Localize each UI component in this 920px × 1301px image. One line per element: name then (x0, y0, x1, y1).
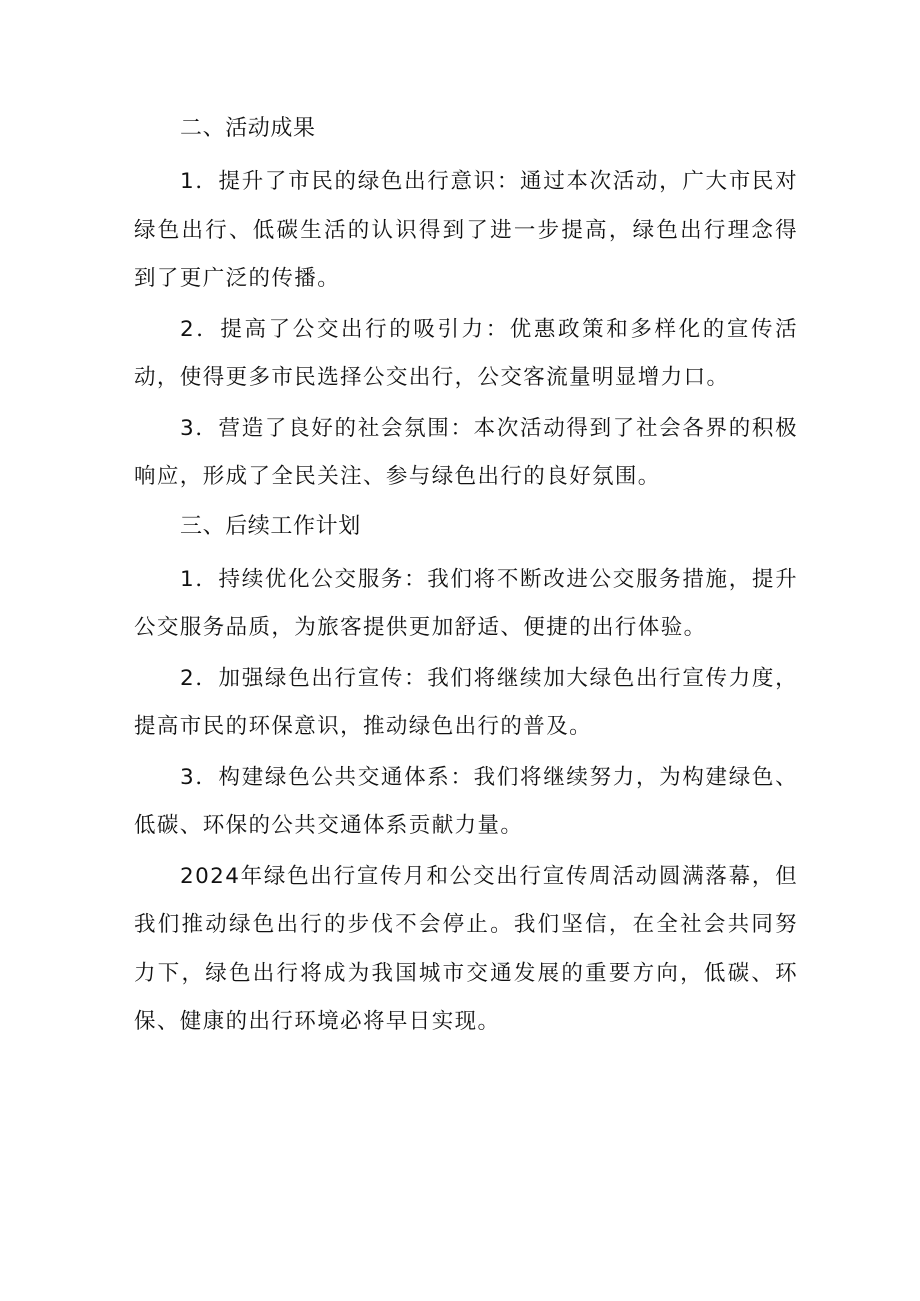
results-item-1: 1．提升了市民的绿色出行意识：通过本次活动，广大市民对绿色出行、低碳生活的认识得到了进一步提高，绿色出行理念得到了更广泛的传播。 (134, 169, 798, 291)
results-item-3: 3．营造了良好的社会氛围：本次活动得到了社会各界的积极响应，形成了全民关注、参与绿色出行的良好氛围。 (134, 415, 798, 489)
plan-item-3: 3．构建绿色公共交通体系：我们将继续努力，为构建绿色、低碳、环保的公共交通体系贡献力量。 (134, 764, 798, 838)
section-heading-results: 二、活动成果 (180, 116, 316, 141)
plan-item-1: 1．持续优化公交服务：我们将不断改进公交服务措施，提升公交服务品质，为旅客提供更加舒适、便捷的出行体验。 (134, 566, 798, 640)
document-body (134, 106, 798, 1049)
section-heading-follow-up-plan: 三、后续工作计划 (180, 513, 361, 539)
conclusion-paragraph: 2024年绿色出行宣传月和公交出行宣传周活动圆满落幕，但我们推动绿色出行的步伐不会停止。我们坚信，在全社会共同努力下，绿色出行将成为我国城市交通发展的重要方向，低碳、环保、健康的出行环境必将早日实现。 (134, 863, 798, 1034)
plan-item-2: 2．加强绿色出行宣传：我们将继续加大绿色出行宣传力度，提高市民的环保意识，推动绿色出行的普及。 (134, 665, 798, 739)
results-item-2: 2．提高了公交出行的吸引力：优惠政策和多样化的宣传活动，使得更多市民选择公交出行，公交客流量明显增力口。 (134, 316, 798, 390)
